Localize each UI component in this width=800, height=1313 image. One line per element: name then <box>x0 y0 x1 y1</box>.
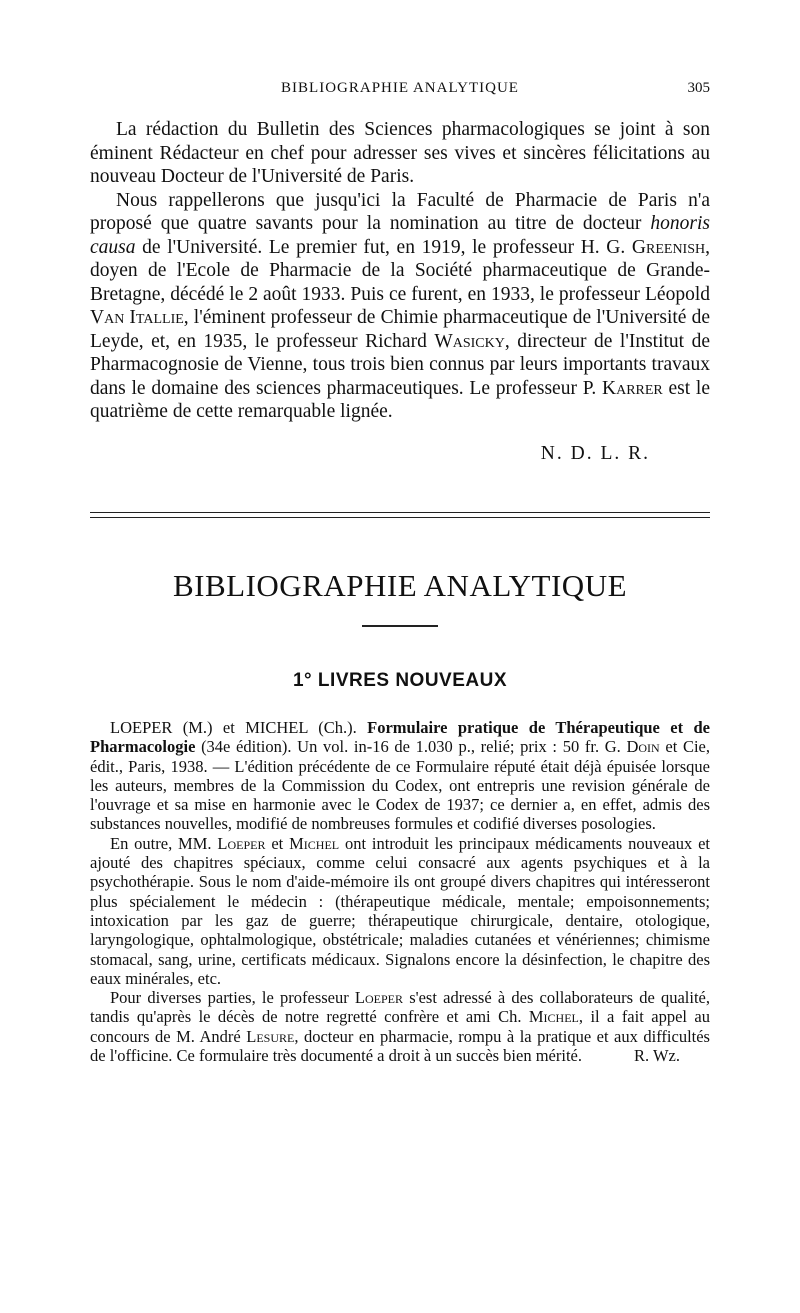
name-wasicky: Wasicky <box>434 330 505 352</box>
review-paragraph-1: LOEPER (M.) et MICHEL (Ch.). Formulaire pratique de Thérapeutique et de Pharmacologie (34e édition). Un vol. in-16 de 1.030 p., relié; prix : 50 fr. G. Doin et Cie, édit., Paris, 1938. — L'édition précédente de ce Formulaire réputé était déjà épuisée lorsque les auteurs, membres de la Commission du Codex, ont entrepris une revision générale de l'ouvrage et sa mise en harmonie avec le Codex de 1937; ce dernier a, en effet, admis des substances nouvelles, modifié de nombreuses formules et codifié diverses posologies. <box>90 718 710 834</box>
review-book-title: Formulaire pratique de Thérapeutique et de Pharmacologie <box>90 718 710 757</box>
running-head-title: BIBLIOGRAPHIE ANALYTIQUE <box>281 80 519 96</box>
book-review <box>90 718 710 1065</box>
subsection-heading: 1° LIVRES NOUVEAUX <box>292 670 508 691</box>
note-signature: N. D. L. R. <box>540 442 650 464</box>
title-underline <box>362 625 438 627</box>
name-loeper: Loeper <box>217 833 266 853</box>
name-michel: Michel <box>528 1007 579 1027</box>
page-number: 305 <box>687 80 710 96</box>
name-greenish: Greenish <box>631 236 706 258</box>
review-authors: LOEPER (M.) et MICHEL (Ch.). <box>110 718 368 737</box>
review-paragraph-2: En outre, MM. Loeper et Michel ont introduit les principaux médicaments nouveaux et ajouté des chapitres spéciaux, comme celui consacré aux agents psychiques et à la psychothérapie. Sous le nom d'aide-mémoire ils ont groupé divers chapitres qui intéresseront plus spécialement le médecin : (thérapeutique médicale, mentale; empoisonnements; intoxication par les gaz de guerre; thérapeutique chirurgicale, dentaire, otologique, laryngologique, ophtalmologique, obstétricale; maladies cutanées et vénériennes; chimisme stomacal, sang, urine, certificats médicaux. Signalons encore la désinfection, le chapitre des eaux minérales, etc. <box>90 833 710 988</box>
latin-phrase: honoris causa <box>90 213 710 258</box>
section-title: BIBLIOGRAPHIE ANALYTIQUE <box>172 568 628 603</box>
name-karrer: Karrer <box>602 377 663 399</box>
name-michel: Michel <box>289 833 340 853</box>
name-van-itallie: Van Itallie <box>90 307 184 328</box>
name-lesure: Lesure <box>246 1026 295 1046</box>
publisher-name: Doin <box>626 737 660 757</box>
note-paragraph-1: La rédaction du Bulletin des Sciences pharmacologiques se joint à son éminent Rédacteur en chef pour adresser ses vives et sincères félicitations au nouveau Docteur de l'Université de Paris. <box>90 119 710 187</box>
name-loeper: Loeper <box>354 988 404 1008</box>
divider-rule-bottom <box>90 517 710 518</box>
review-signature: R. Wz. <box>634 1046 680 1066</box>
note-paragraph-2: Nous rappellerons que jusqu'ici la Faculté de Pharmacie de Paris n'a proposé que quatre savants pour la nomination au titre de docteur honoris causa de l'Université. Le premier fut, en 1919, le professeur H. G. Greenish, doyen de l'Ecole de Pharmacie de la Société pharmaceutique de Grande-Bretagne, décédé le 2 août 1933. Puis ce furent, en 1933, le professeur Léopold Van Itallie, l'éminent professeur de Chimie pharmaceutique de l'Université de Leyde, et, en 1935, le professeur Richard Wasicky, directeur de l'Institut de Pharmacognosie de Vienne, tous trois bien connus par leurs importants travaux dans le domaine des sciences pharmaceutiques. Le professeur P. Karrer est le quatrième de cette remarquable lignée. <box>90 189 711 422</box>
review-paragraph-3: Pour diverses parties, le professeur Loeper s'est adressé à des collaborateurs de qualité, tandis qu'après le décès de notre regretté confrère et ami Ch. Michel, il a fait appel au concours de M. André Lesure, docteur en pharmacie, rompu à la pratique et aux difficultés de l'officine. Ce formulaire très documenté a droit à un succès bien mérité. R. Wz. <box>90 988 710 1066</box>
divider-rule-top <box>90 512 710 513</box>
editorial-note <box>90 118 710 465</box>
